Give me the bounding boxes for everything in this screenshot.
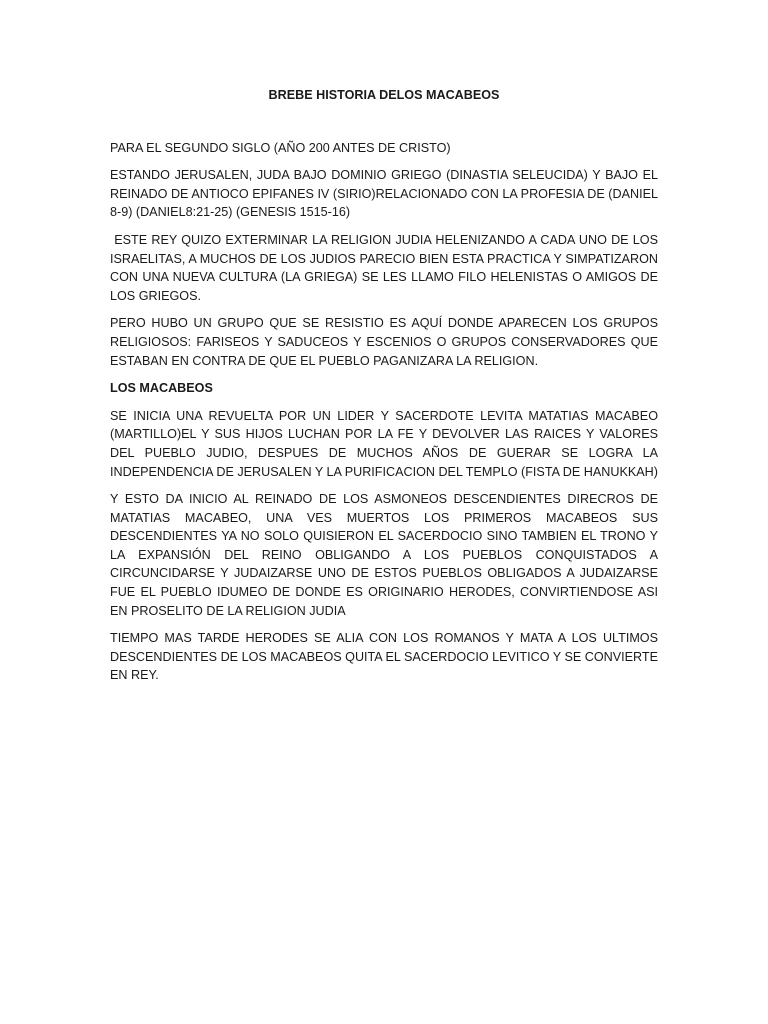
document-body: [110, 86, 662, 694]
paragraph-grupo: PERO HUBO UN GRUPO QUE SE RESISTIO ES AQUÍ DONDE APARECEN LOS GRUPOS RELIGIOSOS: FARISEOS Y SADUCEOS Y ESCENIOS O GRUPOS CONSERVADORES QUE ESTABAN EN CONTRA DE QUE EL PUEBLO PAGANIZARA LA RELIGION.: [110, 316, 658, 368]
paragraph-asmoneos: Y ESTO DA INICIO AL REINADO DE LOS ASMONEOS DESCENDIENTES DIRECROS DE MATATIAS MACABEO, UNA VES MUERTOS LOS PRIMEROS MACABEOS SUS DESCENDIENTES YA NO SOLO QUISIERON EL SACERDOCIO SINO TAMBIEN EL TRONO Y LA EXPANSIÓN DEL REINO OBLIGANDO A LOS PUEBLOS CONQUISTADOS A CIRCUNCIDARSE Y JUDAIZARSE UNO DE ESTOS PUEBLOS OBLIGADOS A JUDAIZARSE FUE EL PUEBLO IDUMEO DE DONDE ES ORIGINARIO HERODES, CONVIRTIENDOSE ASI EN PROSELITO DE LA RELIGION JUDIA: [110, 492, 658, 618]
section-heading: LOS MACABEOS: [110, 381, 213, 396]
document-title: BREBE HISTORIA DELOS MACABEOS: [268, 88, 500, 102]
paragraph-herodes: TIEMPO MAS TARDE HERODES SE ALIA CON LOS ROMANOS Y MATA A LOS ULTIMOS DESCENDIENTES DE LOS MACABEOS QUITA EL SACERDOCIO LEVITICO Y SE CONVIERTE EN REY.: [110, 631, 658, 683]
paragraph-rey: ESTE REY QUIZO EXTERMINAR LA RELIGION JUDIA HELENIZANDO A CADA UNO DE LOS ISRAELITAS, A MUCHOS DE LOS JUDIOS PARECIO BIEN ESTA PRACTICA Y SIMPATIZARON CON UNA NUEVA CULTURA (LA GRIEGA) SE LES LLAMO FILO HELENISTAS O AMIGOS DE LOS GRIEGOS.: [110, 232, 662, 303]
paragraph-jerusalen: ESTANDO JERUSALEN, JUDA BAJO DOMINIO GRIEGO (DINASTIA SELEUCIDA) Y BAJO EL REINADO DE ANTIOCO EPIFANES IV (SIRIO)RELACIONADO CON LA PROFESIA DE (DANIEL 8-9) (DANIEL8:21-25) (GENESIS 1515-16): [110, 168, 658, 220]
paragraph-intro: PARA EL SEGUNDO SIGLO (AÑO 200 ANTES DE CRISTO): [110, 140, 451, 155]
paragraph-revuelta: SE INICIA UNA REVUELTA POR UN LIDER Y SACERDOTE LEVITA MATATIAS MACABEO (MARTILLO)EL Y SUS HIJOS LUCHAN POR LA FE Y DEVOLVER LAS RAICES Y VALORES DEL PUEBLO JUDIO, DESPUES DE MUCHOS AÑOS DE GUERAR SE LOGRA LA INDEPENDENCIA DE JERUSALEN Y LA PURIFICACION DEL TEMPLO (FISTA DE HANUKKAH): [110, 408, 658, 479]
